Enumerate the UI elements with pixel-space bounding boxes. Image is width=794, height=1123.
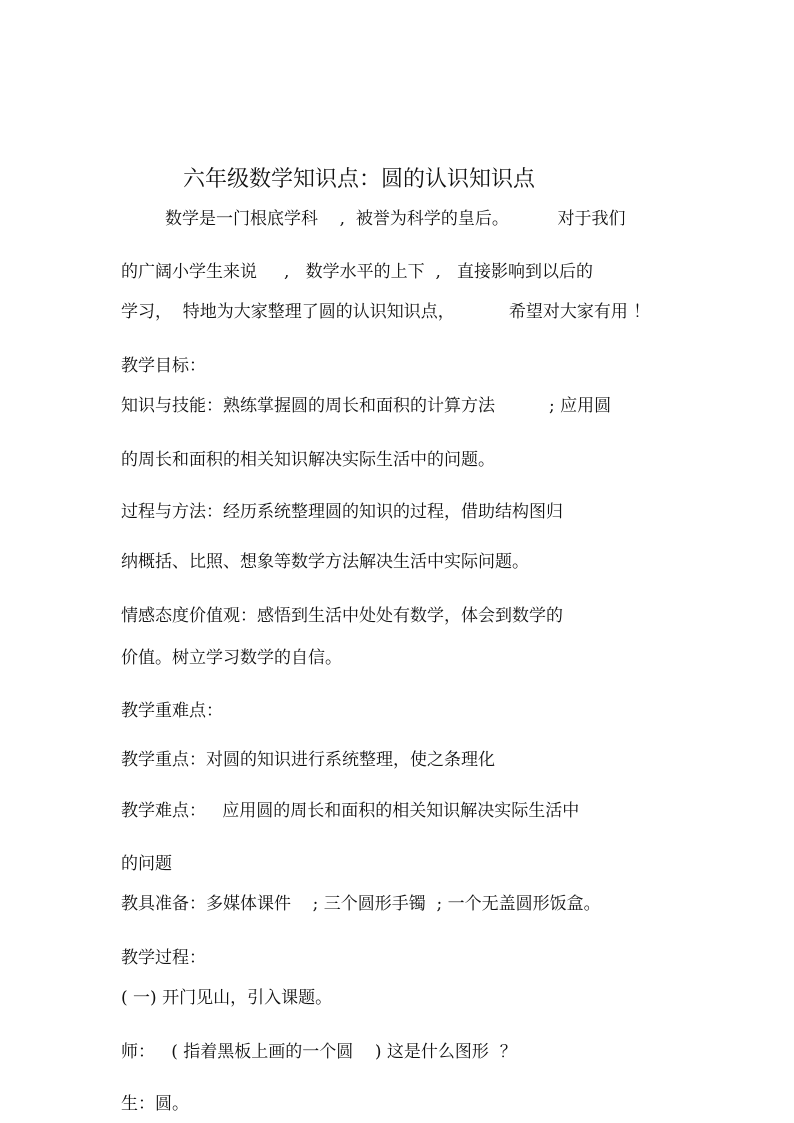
- paragraph-line-student: 生：圆。: [121, 1094, 189, 1114]
- paragraph-line-intro-3: 学习， 特地为大家整理了圆的认识知识点， 希望对大家有用 ！: [121, 302, 651, 322]
- paragraph-line-skills-2: 的周长和面积的相关知识解决实际生活中的问题。: [121, 450, 495, 470]
- paragraph-line-difficulty-2: 的问题: [121, 854, 172, 874]
- paragraph-line-keypoint: 教学重点：对圆的知识进行系统整理，使之条理化: [121, 750, 495, 770]
- paragraph-line-process-1: 过程与方法：经历系统整理圆的知识的过程，借助结构图归: [121, 502, 563, 522]
- paragraph-line-intro-2: 的广阔小学生来说 , 数学水平的上下 , 直接影响到以后的: [121, 262, 594, 282]
- paragraph-line-intro-1: 数学是一门根底学科 , 被誉为科学的皇后。 对于我们: [165, 209, 626, 229]
- paragraph-line-skills-1: 知识与技能：熟练掌握圆的周长和面积的计算方法 ; 应用圆: [121, 396, 612, 416]
- paragraph-line-attitude-2: 价值。树立学习数学的自信。: [121, 648, 342, 668]
- paragraph-line-process-2: 纳概括、比照、想象等数学方法解决生活中实际问题。: [121, 552, 529, 572]
- section-heading-goals: 教学目标：: [121, 356, 206, 376]
- paragraph-line-step-1: ( 一) 开门见山，引入课题。: [121, 988, 333, 1008]
- section-heading-process: 教学过程：: [121, 948, 206, 968]
- paragraph-line-teacher: 师： ( 指着黑板上画的一个圆 ) 这是什么图形 ？: [121, 1042, 517, 1062]
- document-title: 六年级数学知识点：圆的认识知识点: [183, 167, 536, 192]
- section-heading-keypoints: 教学重难点：: [121, 701, 223, 721]
- paragraph-line-attitude-1: 情感态度价值观：感悟到生活中处处有数学，体会到数学的: [121, 606, 563, 626]
- paragraph-line-materials: 教具准备：多媒体课件 ; 三个圆形手镯 ; 一个无盖圆形饭盒。: [121, 894, 601, 914]
- paragraph-line-difficulty-1: 教学难点： 应用圆的周长和面积的相关知识解决实际生活中: [121, 801, 580, 821]
